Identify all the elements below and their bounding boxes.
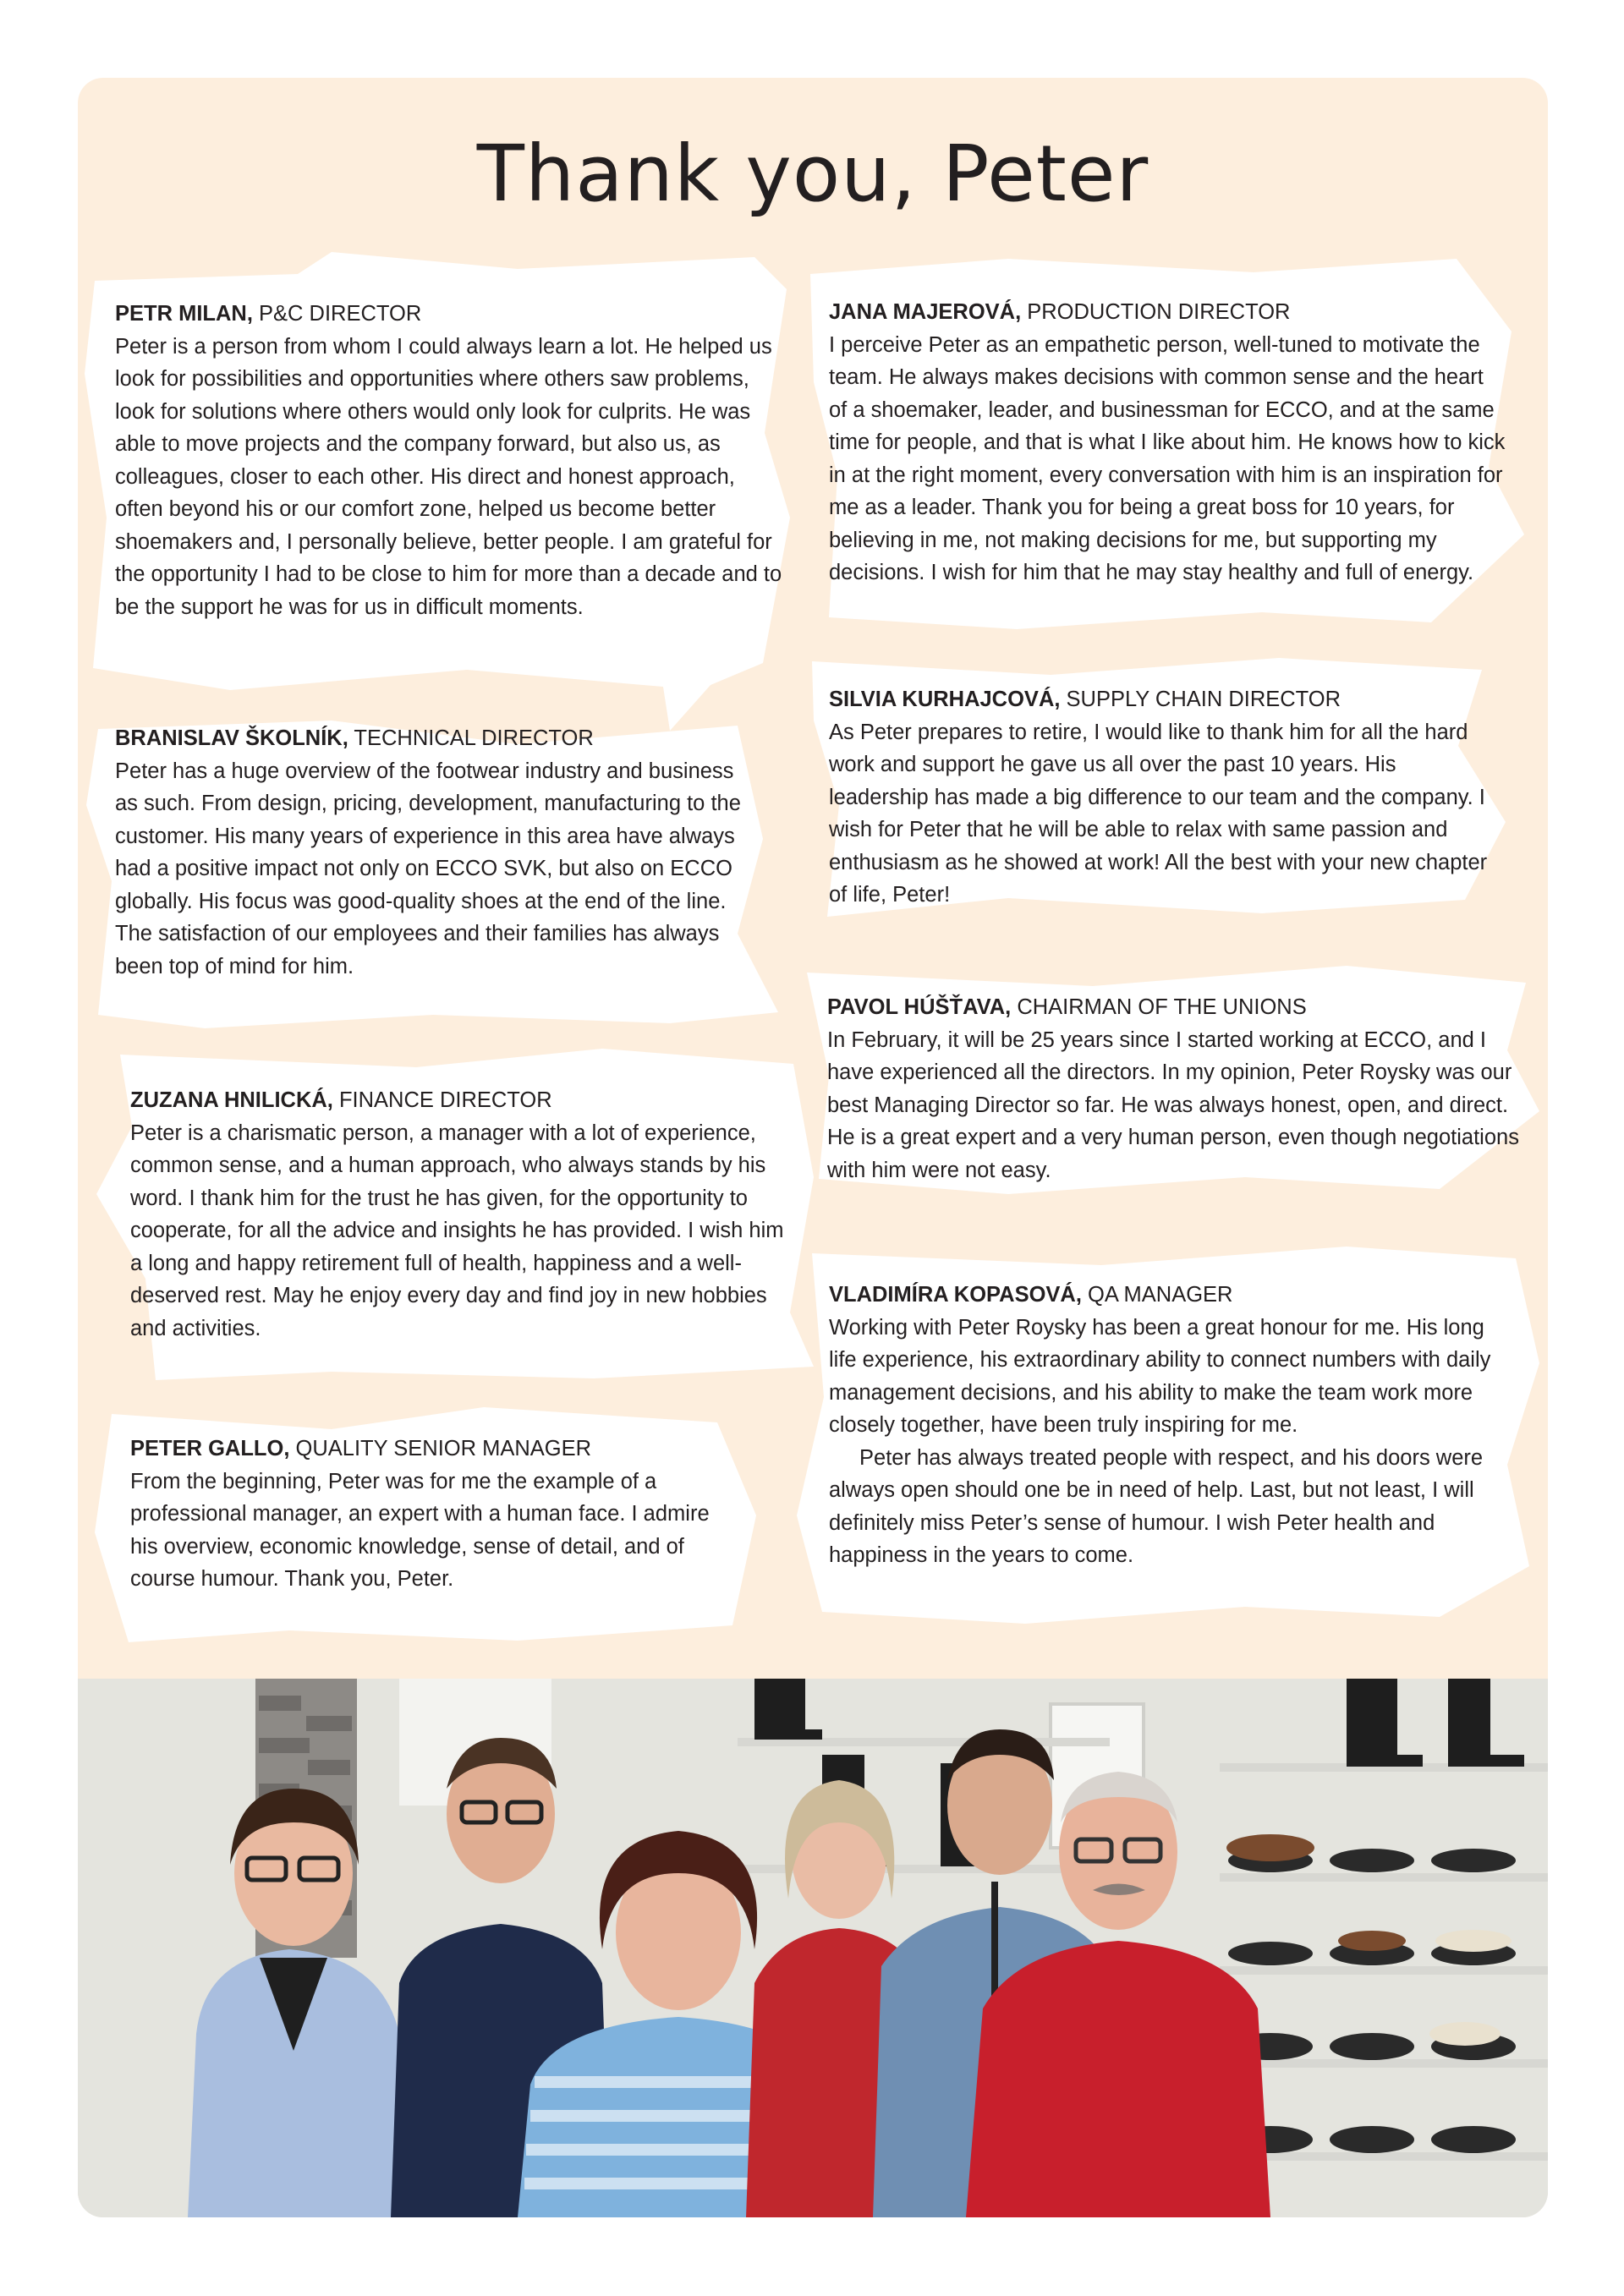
author-role: SUPPLY CHAIN DIRECTOR	[1060, 688, 1341, 711]
quote-body: Peter is a person from whom I could always learn a lot. He helped us look for possibilities and opportunities where others saw problems, look for solutions where others would only look for culprits. He was able to move projects and the company forward, but also us, as colleagues, closer to each other. His direct and honest approach, often beyond his or our comfort zone, helped us become better shoemakers and, I personally believe, better people. I am grateful for the opportunity I had to be close to him for more than a decade and to be the support he was for us in difficult moments.	[115, 334, 782, 619]
quote-header	[115, 298, 783, 331]
quote-header	[829, 296, 1506, 329]
author-role: CHAIRMAN OF THE UNIONS	[1011, 995, 1307, 1019]
author-name: PAVOL HÚŠŤAVA,	[827, 995, 1012, 1019]
quote-header	[829, 683, 1497, 716]
quote-body-paragraph-2: Peter has always treated people with respect, and his doors were always open should one be in need of help. Last, but not least, I will definitely miss Peter’s sense of humour. I wish Peter health and happiness in the years to come.	[829, 1445, 1484, 1567]
quote-zuzana-hnilicka	[130, 1084, 798, 1345]
author-name: SILVIA KURHAJCOVÁ,	[829, 688, 1061, 711]
quote-body: In February, it will be 25 years since I started working at ECCO, and I have experienced all the directors. In my opinion, Peter Roysky was our best Managing Director so far. He was always honest, open, and direct. He is a great expert and a very human person, even though negotiations with him were not easy.	[827, 1027, 1519, 1182]
quote-header	[827, 991, 1521, 1024]
quote-body: Peter is a charismatic person, a manager with a lot of experience, common sense, and a human approach, who always stands by his word. I thank him for the trust he has given, for the opportunity to cooperate, for all the advice and insights he has provided. I wish him a long and happy retirement full of health, happiness and a well-deserved rest. May he enjoy every day and find joy in new hobbies and activities.	[130, 1121, 784, 1340]
author-role: PRODUCTION DIRECTOR	[1021, 300, 1291, 324]
author-name: VLADIMÍRA KOPASOVÁ,	[829, 1283, 1082, 1307]
quote-petr-milan	[115, 298, 783, 623]
author-role: QA MANAGER	[1081, 1283, 1233, 1307]
quote-body: As Peter prepares to retire, I would like to thank him for all the hard work and support he gave us all over the past 10 years. His leadership has made a big difference to our team and the company. I wish for Peter that he will be able to relax with same passion and enthusiasm as he showed at work! All the best with your new chapter of life, Peter!	[829, 720, 1488, 907]
quote-vladimira-kopasova	[829, 1279, 1506, 1572]
quote-header	[130, 1084, 798, 1117]
author-name: JANA MAJEROVÁ,	[829, 300, 1022, 324]
quote-jana-majerova	[829, 296, 1506, 589]
quote-pavol-hustava	[827, 991, 1521, 1186]
author-name: ZUZANA HNILICKÁ,	[130, 1088, 333, 1112]
author-role: QUALITY SENIOR MANAGER	[289, 1437, 592, 1460]
quote-header	[829, 1279, 1506, 1312]
quote-body: I perceive Peter as an empathetic person, well-tuned to motivate the team. He always makes decisions with common sense and the heart of a shoemaker, leader, and businessman for ECCO, and at the same time for people, and that is what I like about him. He knows how to kick in at the right moment, every conversation with him is an inspiration for me as a leader. Thank you for being a great boss for 10 years, for believing in me, not making decisions for me, but supporting my decisions. I wish for him that he may stay healthy and full of energy.	[829, 332, 1506, 584]
group-photo	[78, 1679, 1548, 2217]
author-name: PETR MILAN,	[115, 302, 253, 326]
quote-body: Peter has a huge overview of the footwear industry and business as such. From design, pricing, development, manufacturing to the customer. His many years of experience in this area have always had a positive impact not only on ECCO SVK, but also on ECCO globally. His focus was good-quality shoes at the end of the line. The satisfaction of our employees and their families has always been top of mind for him.	[115, 759, 741, 978]
author-name: PETER GALLO,	[130, 1437, 290, 1460]
quote-body: From the beginning, Peter was for me the example of a professional manager, an expert with a human face. I admire his overview, economic knowledge, sense of detail, and of course humour. Thank you, Peter.	[130, 1469, 710, 1591]
author-role: FINANCE DIRECTOR	[332, 1088, 552, 1112]
article-panel	[78, 78, 1548, 2217]
quote-header	[115, 722, 749, 755]
quote-peter-gallo	[130, 1433, 722, 1596]
quote-silvia-kurhajcova	[829, 683, 1497, 912]
quote-header	[130, 1433, 722, 1466]
author-role: TECHNICAL DIRECTOR	[348, 726, 594, 750]
page-title: Thank you, Peter	[476, 129, 1149, 219]
author-role: P&C DIRECTOR	[252, 302, 422, 326]
quote-branislav-skolnik	[115, 722, 749, 983]
author-name: BRANISLAV ŠKOLNÍK,	[115, 726, 348, 750]
quote-body: Working with Peter Roysky has been a great honour for me. His long life experience, his extraordinary ability to connect numbers with daily management decisions, and his ability to make the team work more closely together, have been truly inspiring for me.	[829, 1315, 1491, 1437]
